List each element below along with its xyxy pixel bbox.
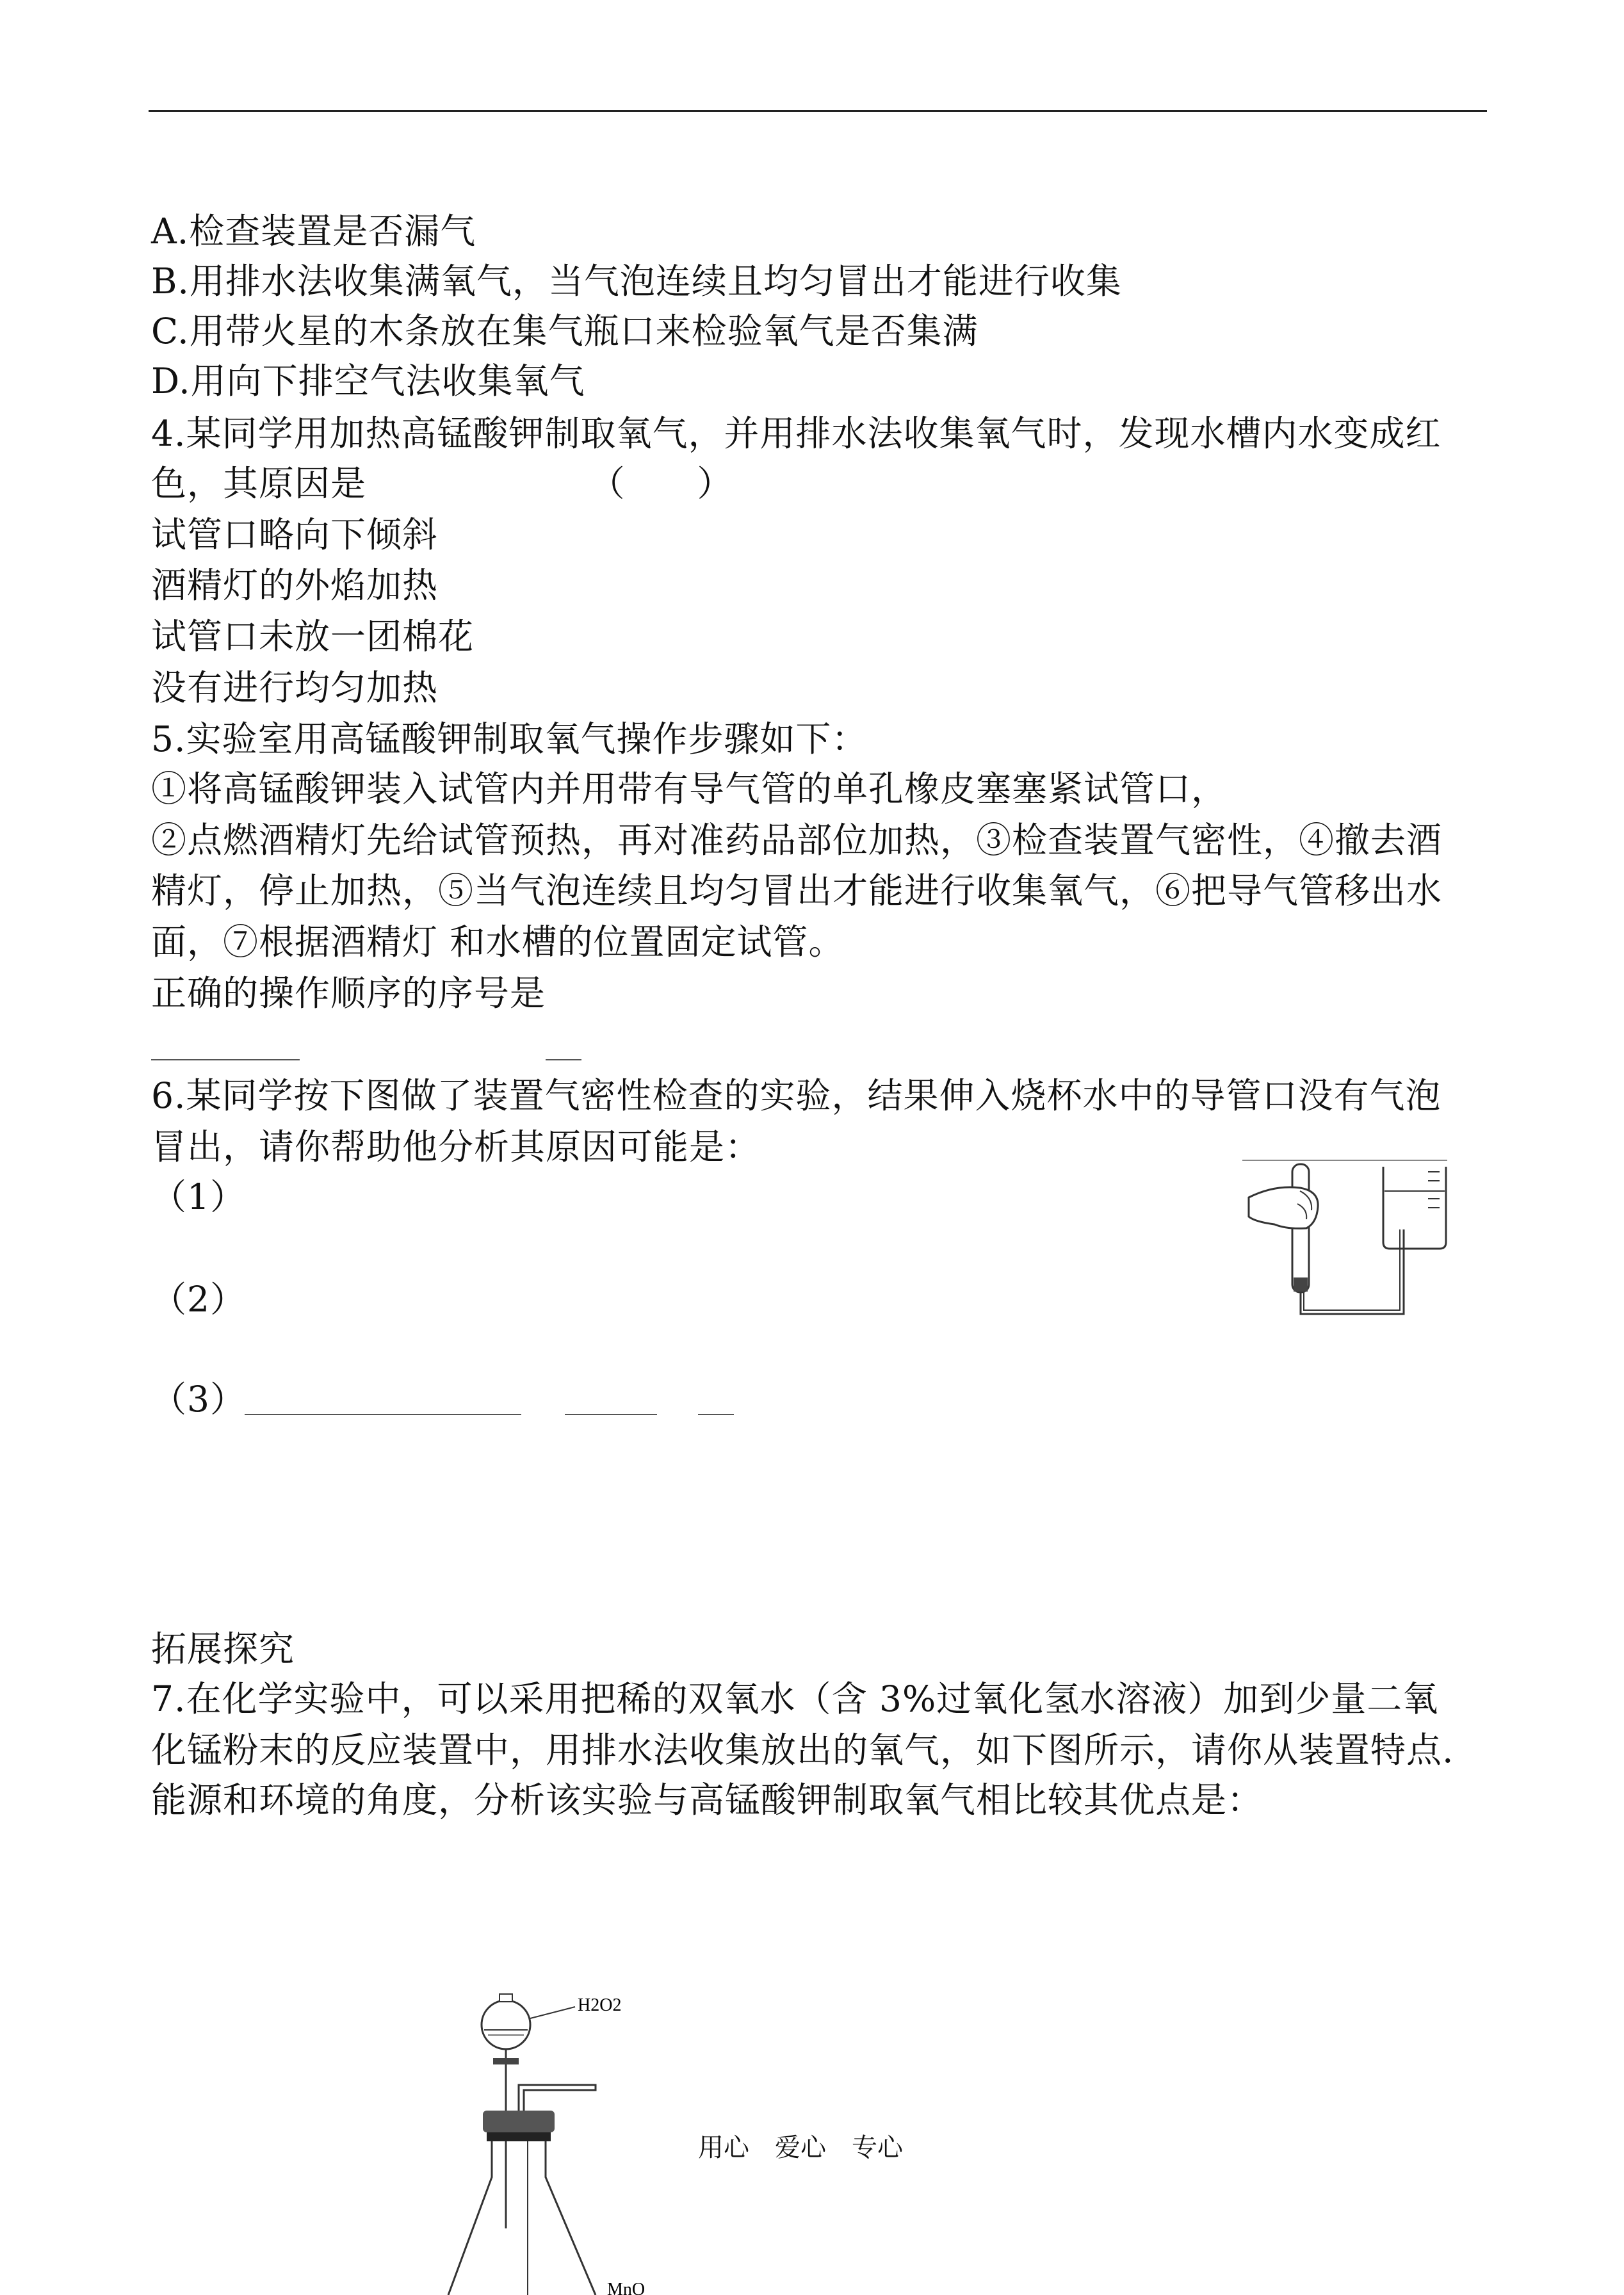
q4-choice-2: 酒精灯的外焰加热 [151,565,439,606]
q7-stem-line2: 化锰粉末的反应装置中，用排水法收集放出的氧气，如下图所示，请你从装置特点. [151,1730,1454,1771]
q5-step-line4: 面，⑦根据酒精灯 和水槽的位置固定试管。 [151,921,845,962]
q4-answer-paren: （ ） [589,463,733,504]
q5-answer-prompt: 正确的操作顺序的序号是 [151,973,546,1014]
q6-item-3: （3） [151,1379,246,1420]
q5-step-line3: 精灯，停止加热，⑤当气泡连续且均匀冒出才能进行收集氧气，⑥把导气管移出水 [151,870,1443,911]
option-c: C.用带火星的木条放在集气瓶口来检验氧气是否集满 [151,311,978,352]
option-d: D.用向下排空气法收集氧气 [151,361,585,401]
section-title: 拓展探究 [151,1628,295,1669]
q4-stem-line1: 4.某同学用加热高锰酸钾制取氧气，并用排水法收集氧气时，发现水槽内水变成红 [151,413,1441,454]
q5-answer-blank[interactable] [151,1034,300,1060]
q6-item-2: （2） [151,1279,246,1320]
page-footer: 用心 爱心 专心 [698,2133,903,2162]
header-rule [149,110,1487,112]
q6-answer-blank-1[interactable] [245,1388,521,1415]
label-mno2: MnO [607,2280,646,2295]
q6-answer-blank-2[interactable] [565,1388,657,1415]
q6-stem-line1: 6.某同学按下图做了装置气密性检查的实验，结果伸入烧杯水中的导管口没有气泡 [151,1075,1441,1116]
q6-stem-line2: 冒出，请你帮助他分析其原因可能是： [151,1126,761,1167]
q5-step-line1: ①将高锰酸钾装入试管内并用带有导气管的单孔橡皮塞塞紧试管口， [151,768,1228,809]
oxygen-generator-figure [435,1985,704,2295]
label-h2o2: H2O2 [578,1995,622,2015]
q4-stem-text: 色，其原因是 [151,463,367,504]
q5-answer-blank-end[interactable] [546,1034,581,1060]
q6-item-1: （1） [151,1176,246,1217]
q4-choice-1: 试管口略向下倾斜 [151,514,439,555]
option-a: A.检查装置是否漏气 [151,211,476,252]
airtightness-apparatus-figure [1236,1153,1454,1332]
q5-step-line2: ②点燃酒精灯先给试管预热，再对准药品部位加热，③检查装置气密性，④撤去酒 [151,820,1443,861]
q5-title: 5.实验室用高锰酸钾制取氧气操作步骤如下： [151,718,868,759]
q4-stem-line2 [151,458,733,508]
q7-stem-line3: 能源和环境的角度，分析该实验与高锰酸钾制取氧气相比较其优点是： [151,1780,1263,1821]
q4-choice-4: 没有进行均匀加热 [151,667,439,708]
q6-answer-blank-3[interactable] [698,1388,734,1415]
option-b: B.用排水法收集满氧气，当气泡连续且均匀冒出才能进行收集 [151,261,1122,302]
q4-choice-3: 试管口未放一团棉花 [151,616,475,657]
q7-stem-line1: 7.在化学实验中，可以采用把稀的双氧水（含 3%过氧化氢水溶液）加到少量二氧 [151,1678,1439,1719]
